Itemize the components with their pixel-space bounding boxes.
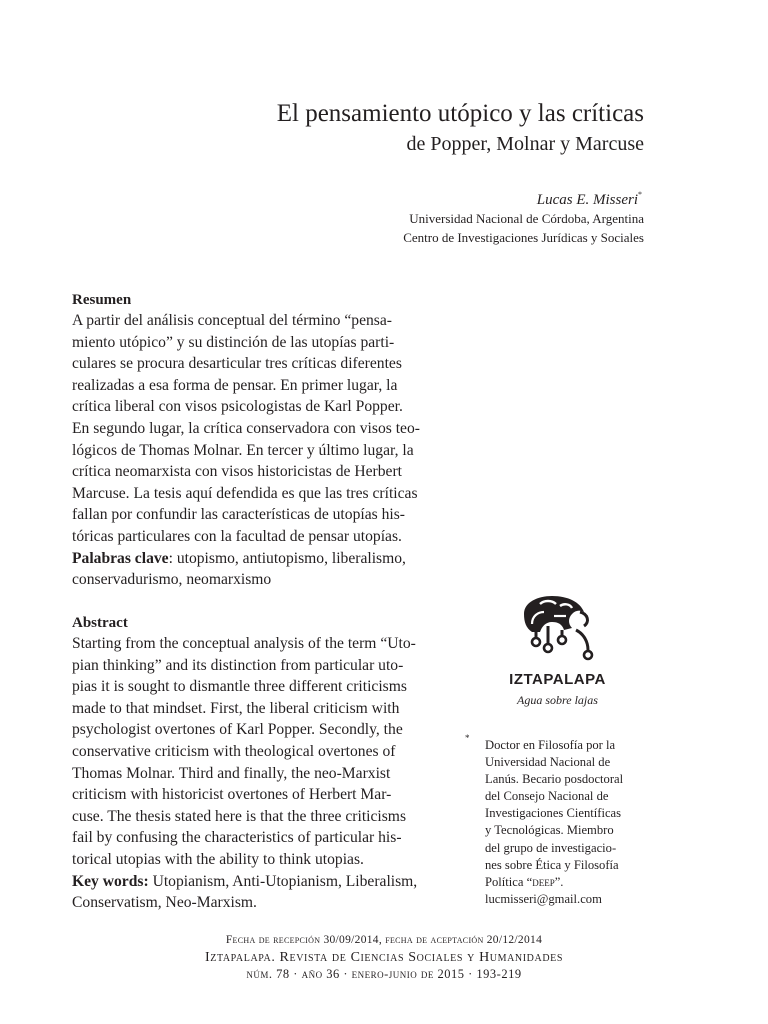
resumen-keywords-line2: conservadurismo, neomarxismo	[72, 571, 272, 589]
resumen-line: culares se procura desarticular tres críticas diferentes	[72, 355, 402, 373]
resumen-section	[72, 290, 447, 591]
abstract-line: Thomas Molnar. Third and finally, the neo-Marxist	[72, 764, 391, 782]
abstract-line: pias it is sought to dismantle three different criticisms	[72, 678, 407, 696]
abstract-line: pian thinking” and its distinction from particular uto-	[72, 656, 404, 674]
journal-logo	[500, 594, 628, 707]
footnote-marker: *	[465, 733, 470, 743]
resumen-line: crítica neomarxista con visos historicistas de Herbert	[72, 463, 402, 481]
abstract-line: fail by confusing the characteristics of particular his-	[72, 829, 402, 847]
logo-tagline: Agua sobre lajas	[517, 693, 598, 707]
resumen-line: En segundo lugar, la crítica conservadora con visos teo-	[72, 419, 420, 437]
resumen-body	[72, 310, 447, 591]
resumen-keywords-label: Palabras clave	[72, 549, 169, 567]
abstract-keywords	[72, 871, 447, 893]
footnote-text: ”.	[554, 874, 564, 889]
abstract-line: criticism with historicist overtones of Herbert Mar-	[72, 786, 392, 804]
resumen-line: miento utópico” y su distinción de las utopías parti-	[72, 333, 395, 351]
resumen-line: Marcuse. La tesis aquí defendida es que las tres críticas	[72, 484, 418, 502]
abstract-keywords-label: Key words:	[72, 872, 149, 890]
abstract-line: Starting from the conceptual analysis of the term “Uto-	[72, 635, 416, 652]
footnote-line: Investigaciones Científicas	[485, 806, 622, 821]
resumen-keywords-sep: :	[168, 549, 173, 567]
author-footnote	[485, 737, 645, 908]
footnote-line: del Consejo Nacional de	[485, 789, 609, 804]
article-subtitle: de Popper, Molnar y Marcuse	[406, 133, 644, 155]
resumen-line: lógicos de Thomas Molnar. En tercer y último lugar, la	[72, 441, 414, 459]
author-name	[537, 191, 642, 209]
footer-issue-info: núm. 78 · año 36 · enero-junio de 2015 · 193-219	[246, 967, 522, 981]
footer-journal-name: Iztapalapa. Revista de Ciencias Sociales y Humanidades	[204, 950, 564, 965]
footnote-line: Lanús. Becario posdoctoral	[485, 772, 624, 787]
author-affiliation-university: Universidad Nacional de Córdoba, Argentina	[409, 211, 644, 226]
footnote-text: Política “	[485, 874, 533, 889]
abstract-line: cuse. The thesis stated here is that the three criticisms	[72, 807, 407, 825]
author-affiliation-center: Centro de Investigaciones Jurídicas y Sociales	[403, 230, 644, 245]
abstract-keywords-text: Utopianism, Anti-Utopianism, Liberalism,	[148, 872, 418, 890]
abstract-keywords-line2: Conservatism, Neo-Marxism.	[72, 894, 257, 912]
footnote-line: nes sobre Ética y Filosofía	[485, 857, 619, 872]
abstract-section	[72, 613, 447, 914]
author-email[interactable]: lucmisseri@gmail.com	[485, 891, 602, 906]
footnote-line	[485, 874, 645, 891]
footnote-group-acronym: deep	[532, 874, 555, 889]
resumen-line: crítica liberal con visos psicologistas de Karl Popper.	[72, 398, 403, 416]
abstract-line: torical utopias with the ability to think utopias.	[72, 850, 364, 868]
footer-dates: Fecha de recepción 30/09/2014, fecha de aceptación 20/12/2014	[225, 934, 543, 946]
abstract-body	[72, 633, 447, 914]
resumen-keywords	[72, 548, 447, 570]
abstract-line: psychologist overtones of Karl Popper. Secondly, the	[72, 721, 403, 739]
resumen-line: fallan por confundir las características de utopías his-	[72, 506, 405, 524]
footnote-line: del grupo de investigacio-	[485, 840, 617, 855]
author-footnote-mark: *	[638, 190, 642, 199]
resumen-line: tóricas particulares con la facultad de pensar utopías.	[72, 527, 402, 545]
resumen-keywords-text: utopismo, antiutopismo, liberalismo,	[172, 549, 406, 567]
abstract-heading: Abstract	[72, 615, 128, 631]
footnote-line: Doctor en Filosofía por la	[485, 738, 616, 752]
article-title: El pensamiento utópico y las críticas	[276, 100, 644, 127]
iztapalapa-glyph-icon	[518, 594, 598, 666]
footnote-line: y Tecnológicas. Miembro	[485, 823, 614, 838]
logo-name: IZTAPALAPA	[509, 671, 606, 688]
footnote-line: Universidad Nacional de	[485, 755, 611, 770]
resumen-line: realizadas a esa forma de pensar. En primer lugar, la	[72, 376, 398, 394]
abstract-line: conservative criticism with theological overtones of	[72, 742, 396, 760]
resumen-heading: Resumen	[72, 292, 132, 308]
resumen-line: A partir del análisis conceptual del término “pensa-	[72, 312, 392, 329]
abstract-line: made to that mindset. First, the liberal criticism with	[72, 699, 400, 717]
author-name-text: Lucas E. Misseri	[536, 192, 638, 208]
